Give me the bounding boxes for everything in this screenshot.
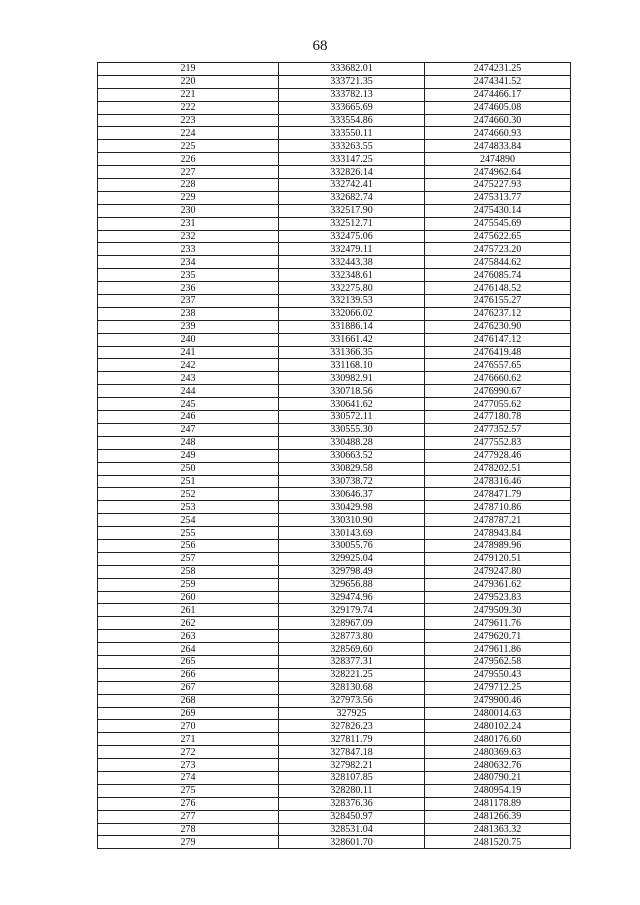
point-number-cell: 266 xyxy=(98,668,279,681)
x-coordinate-cell: 328376.36 xyxy=(279,797,425,810)
y-coordinate-cell: 2477928.46 xyxy=(425,449,571,462)
table-row xyxy=(98,823,571,836)
table-row xyxy=(98,514,571,527)
table-row xyxy=(98,269,571,282)
table-row xyxy=(98,436,571,449)
point-number-cell: 268 xyxy=(98,694,279,707)
point-number-cell: 241 xyxy=(98,346,279,359)
point-number-cell: 219 xyxy=(98,63,279,76)
x-coordinate-cell: 330982.91 xyxy=(279,372,425,385)
table-row xyxy=(98,617,571,630)
y-coordinate-cell: 2481520.75 xyxy=(425,836,571,849)
point-number-cell: 231 xyxy=(98,217,279,230)
y-coordinate-cell: 2474341.52 xyxy=(425,75,571,88)
x-coordinate-cell: 330055.76 xyxy=(279,539,425,552)
y-coordinate-cell: 2480369.63 xyxy=(425,746,571,759)
point-number-cell: 270 xyxy=(98,720,279,733)
x-coordinate-cell: 333721.35 xyxy=(279,75,425,88)
y-coordinate-cell: 2478989.96 xyxy=(425,539,571,552)
x-coordinate-cell: 331168.10 xyxy=(279,359,425,372)
point-number-cell: 230 xyxy=(98,204,279,217)
table-row xyxy=(98,810,571,823)
y-coordinate-cell: 2480790.21 xyxy=(425,771,571,784)
y-coordinate-cell: 2479247.80 xyxy=(425,565,571,578)
y-coordinate-cell: 2474231.25 xyxy=(425,63,571,76)
y-coordinate-cell: 2476660.62 xyxy=(425,372,571,385)
table-row xyxy=(98,720,571,733)
y-coordinate-cell: 2478202.51 xyxy=(425,462,571,475)
point-number-cell: 247 xyxy=(98,423,279,436)
table-row xyxy=(98,243,571,256)
x-coordinate-cell: 331661.42 xyxy=(279,333,425,346)
x-coordinate-cell: 328569.60 xyxy=(279,643,425,656)
point-number-cell: 233 xyxy=(98,243,279,256)
y-coordinate-cell: 2479620.71 xyxy=(425,630,571,643)
point-number-cell: 278 xyxy=(98,823,279,836)
x-coordinate-cell: 327982.21 xyxy=(279,759,425,772)
table-row xyxy=(98,836,571,849)
point-number-cell: 271 xyxy=(98,733,279,746)
table-row xyxy=(98,655,571,668)
x-coordinate-cell: 328601.70 xyxy=(279,836,425,849)
table-row xyxy=(98,694,571,707)
y-coordinate-cell: 2476230.90 xyxy=(425,320,571,333)
x-coordinate-cell: 330572.11 xyxy=(279,411,425,424)
point-number-cell: 236 xyxy=(98,282,279,295)
table-row xyxy=(98,475,571,488)
table-row xyxy=(98,333,571,346)
x-coordinate-cell: 332443.38 xyxy=(279,256,425,269)
x-coordinate-cell: 330829.58 xyxy=(279,462,425,475)
y-coordinate-cell: 2477055.62 xyxy=(425,398,571,411)
y-coordinate-cell: 2474605.08 xyxy=(425,101,571,114)
table-row xyxy=(98,578,571,591)
point-number-cell: 259 xyxy=(98,578,279,591)
x-coordinate-cell: 330718.56 xyxy=(279,385,425,398)
table-row xyxy=(98,385,571,398)
point-number-cell: 279 xyxy=(98,836,279,849)
x-coordinate-cell: 333554.86 xyxy=(279,114,425,127)
point-number-cell: 276 xyxy=(98,797,279,810)
x-coordinate-cell: 333550.11 xyxy=(279,127,425,140)
point-number-cell: 264 xyxy=(98,643,279,656)
x-coordinate-cell: 333682.01 xyxy=(279,63,425,76)
point-number-cell: 224 xyxy=(98,127,279,140)
x-coordinate-cell: 333782.13 xyxy=(279,88,425,101)
table-row xyxy=(98,462,571,475)
x-coordinate-cell: 330488.28 xyxy=(279,436,425,449)
point-number-cell: 274 xyxy=(98,771,279,784)
point-number-cell: 244 xyxy=(98,385,279,398)
x-coordinate-cell: 332139.53 xyxy=(279,295,425,308)
x-coordinate-cell: 330646.37 xyxy=(279,488,425,501)
x-coordinate-cell: 328107.85 xyxy=(279,771,425,784)
y-coordinate-cell: 2479562.58 xyxy=(425,655,571,668)
table-row xyxy=(98,88,571,101)
point-number-cell: 220 xyxy=(98,75,279,88)
x-coordinate-cell: 330641.62 xyxy=(279,398,425,411)
x-coordinate-cell: 329179.74 xyxy=(279,604,425,617)
table-row xyxy=(98,114,571,127)
table-row xyxy=(98,191,571,204)
y-coordinate-cell: 2480176.60 xyxy=(425,733,571,746)
point-number-cell: 222 xyxy=(98,101,279,114)
point-number-cell: 239 xyxy=(98,320,279,333)
x-coordinate-cell: 328773.80 xyxy=(279,630,425,643)
point-number-cell: 277 xyxy=(98,810,279,823)
x-coordinate-cell: 332348.61 xyxy=(279,269,425,282)
x-coordinate-cell: 330429.98 xyxy=(279,501,425,514)
y-coordinate-cell: 2476237.12 xyxy=(425,307,571,320)
table-row xyxy=(98,166,571,179)
table-row xyxy=(98,127,571,140)
y-coordinate-cell: 2474466.17 xyxy=(425,88,571,101)
x-coordinate-cell: 328280.11 xyxy=(279,784,425,797)
y-coordinate-cell: 2477180.78 xyxy=(425,411,571,424)
point-number-cell: 242 xyxy=(98,359,279,372)
table-row xyxy=(98,771,571,784)
y-coordinate-cell: 2479611.76 xyxy=(425,617,571,630)
x-coordinate-cell: 333665.69 xyxy=(279,101,425,114)
x-coordinate-cell: 328967.09 xyxy=(279,617,425,630)
point-number-cell: 248 xyxy=(98,436,279,449)
x-coordinate-cell: 327925 xyxy=(279,707,425,720)
coordinates-table-body xyxy=(98,63,571,849)
y-coordinate-cell: 2477352.57 xyxy=(425,423,571,436)
x-coordinate-cell: 332512.71 xyxy=(279,217,425,230)
point-number-cell: 269 xyxy=(98,707,279,720)
y-coordinate-cell: 2480632.76 xyxy=(425,759,571,772)
x-coordinate-cell: 329656.88 xyxy=(279,578,425,591)
y-coordinate-cell: 2478710.86 xyxy=(425,501,571,514)
table-row xyxy=(98,501,571,514)
x-coordinate-cell: 329474.96 xyxy=(279,591,425,604)
point-number-cell: 262 xyxy=(98,617,279,630)
point-number-cell: 237 xyxy=(98,295,279,308)
point-number-cell: 252 xyxy=(98,488,279,501)
y-coordinate-cell: 2479611.86 xyxy=(425,643,571,656)
x-coordinate-cell: 332682.74 xyxy=(279,191,425,204)
point-number-cell: 267 xyxy=(98,681,279,694)
x-coordinate-cell: 333147.25 xyxy=(279,153,425,166)
y-coordinate-cell: 2474660.93 xyxy=(425,127,571,140)
point-number-cell: 245 xyxy=(98,398,279,411)
table-row xyxy=(98,707,571,720)
x-coordinate-cell: 328221.25 xyxy=(279,668,425,681)
y-coordinate-cell: 2480014.63 xyxy=(425,707,571,720)
point-number-cell: 256 xyxy=(98,539,279,552)
table-row xyxy=(98,552,571,565)
x-coordinate-cell: 328450.97 xyxy=(279,810,425,823)
y-coordinate-cell: 2476155.27 xyxy=(425,295,571,308)
point-number-cell: 246 xyxy=(98,411,279,424)
y-coordinate-cell: 2478471.79 xyxy=(425,488,571,501)
table-row xyxy=(98,604,571,617)
y-coordinate-cell: 2475723.20 xyxy=(425,243,571,256)
point-number-cell: 275 xyxy=(98,784,279,797)
point-number-cell: 263 xyxy=(98,630,279,643)
y-coordinate-cell: 2476148.52 xyxy=(425,282,571,295)
x-coordinate-cell: 327811.79 xyxy=(279,733,425,746)
table-row xyxy=(98,746,571,759)
table-row xyxy=(98,630,571,643)
table-row xyxy=(98,63,571,76)
point-number-cell: 257 xyxy=(98,552,279,565)
table-row xyxy=(98,256,571,269)
x-coordinate-cell: 330143.69 xyxy=(279,527,425,540)
table-row xyxy=(98,643,571,656)
y-coordinate-cell: 2476419.48 xyxy=(425,346,571,359)
page-number: 68 xyxy=(312,38,328,54)
y-coordinate-cell: 2476085.74 xyxy=(425,269,571,282)
table-row xyxy=(98,359,571,372)
y-coordinate-cell: 2475430.14 xyxy=(425,204,571,217)
table-row xyxy=(98,784,571,797)
point-number-cell: 272 xyxy=(98,746,279,759)
x-coordinate-cell: 332475.06 xyxy=(279,230,425,243)
point-number-cell: 254 xyxy=(98,514,279,527)
table-row xyxy=(98,565,571,578)
x-coordinate-cell: 327973.56 xyxy=(279,694,425,707)
table-row xyxy=(98,681,571,694)
x-coordinate-cell: 332742.41 xyxy=(279,179,425,192)
table-row xyxy=(98,179,571,192)
point-number-cell: 255 xyxy=(98,527,279,540)
x-coordinate-cell: 327847.18 xyxy=(279,746,425,759)
x-coordinate-cell: 331366.35 xyxy=(279,346,425,359)
x-coordinate-cell: 327826.23 xyxy=(279,720,425,733)
y-coordinate-cell: 2475622.65 xyxy=(425,230,571,243)
table-row xyxy=(98,759,571,772)
x-coordinate-cell: 332479.11 xyxy=(279,243,425,256)
point-number-cell: 229 xyxy=(98,191,279,204)
table-row xyxy=(98,101,571,114)
point-number-cell: 225 xyxy=(98,140,279,153)
x-coordinate-cell: 329798.49 xyxy=(279,565,425,578)
y-coordinate-cell: 2479712.25 xyxy=(425,681,571,694)
y-coordinate-cell: 2478787.21 xyxy=(425,514,571,527)
y-coordinate-cell: 2478943.84 xyxy=(425,527,571,540)
y-coordinate-cell: 2481363.32 xyxy=(425,823,571,836)
table-row xyxy=(98,591,571,604)
y-coordinate-cell: 2475545.69 xyxy=(425,217,571,230)
table-row xyxy=(98,346,571,359)
y-coordinate-cell: 2480102.24 xyxy=(425,720,571,733)
y-coordinate-cell: 2479900.46 xyxy=(425,694,571,707)
y-coordinate-cell: 2475227.93 xyxy=(425,179,571,192)
x-coordinate-cell: 330663.52 xyxy=(279,449,425,462)
table-row xyxy=(98,217,571,230)
table-row xyxy=(98,797,571,810)
table-row xyxy=(98,140,571,153)
point-number-cell: 221 xyxy=(98,88,279,101)
x-coordinate-cell: 328130.68 xyxy=(279,681,425,694)
x-coordinate-cell: 332826.14 xyxy=(279,166,425,179)
table-row xyxy=(98,411,571,424)
table-row xyxy=(98,539,571,552)
point-number-cell: 260 xyxy=(98,591,279,604)
point-number-cell: 234 xyxy=(98,256,279,269)
x-coordinate-cell: 330555.30 xyxy=(279,423,425,436)
point-number-cell: 238 xyxy=(98,307,279,320)
y-coordinate-cell: 2479361.62 xyxy=(425,578,571,591)
table-row xyxy=(98,320,571,333)
table-row xyxy=(98,398,571,411)
x-coordinate-cell: 332066.02 xyxy=(279,307,425,320)
y-coordinate-cell: 2477552.83 xyxy=(425,436,571,449)
point-number-cell: 227 xyxy=(98,166,279,179)
x-coordinate-cell: 331886.14 xyxy=(279,320,425,333)
x-coordinate-cell: 333263.55 xyxy=(279,140,425,153)
table-row xyxy=(98,307,571,320)
x-coordinate-cell: 328377.31 xyxy=(279,655,425,668)
point-number-cell: 232 xyxy=(98,230,279,243)
y-coordinate-cell: 2479550.43 xyxy=(425,668,571,681)
y-coordinate-cell: 2474962.64 xyxy=(425,166,571,179)
point-number-cell: 261 xyxy=(98,604,279,617)
y-coordinate-cell: 2475844.62 xyxy=(425,256,571,269)
table-row xyxy=(98,527,571,540)
x-coordinate-cell: 328531.04 xyxy=(279,823,425,836)
x-coordinate-cell: 330738.72 xyxy=(279,475,425,488)
point-number-cell: 223 xyxy=(98,114,279,127)
y-coordinate-cell: 2481178.89 xyxy=(425,797,571,810)
table-row xyxy=(98,295,571,308)
point-number-cell: 226 xyxy=(98,153,279,166)
table-row xyxy=(98,733,571,746)
y-coordinate-cell: 2476147.12 xyxy=(425,333,571,346)
table-row xyxy=(98,282,571,295)
point-number-cell: 250 xyxy=(98,462,279,475)
x-coordinate-cell: 332275.80 xyxy=(279,282,425,295)
table-row xyxy=(98,449,571,462)
y-coordinate-cell: 2476557.65 xyxy=(425,359,571,372)
y-coordinate-cell: 2479120.51 xyxy=(425,552,571,565)
table-row xyxy=(98,488,571,501)
y-coordinate-cell: 2479523.83 xyxy=(425,591,571,604)
y-coordinate-cell: 2475313.77 xyxy=(425,191,571,204)
point-number-cell: 235 xyxy=(98,269,279,282)
y-coordinate-cell: 2476990.67 xyxy=(425,385,571,398)
table-row xyxy=(98,423,571,436)
y-coordinate-cell: 2474833.84 xyxy=(425,140,571,153)
table-row xyxy=(98,230,571,243)
point-number-cell: 273 xyxy=(98,759,279,772)
x-coordinate-cell: 329925.04 xyxy=(279,552,425,565)
point-number-cell: 251 xyxy=(98,475,279,488)
y-coordinate-cell: 2478316.46 xyxy=(425,475,571,488)
point-number-cell: 253 xyxy=(98,501,279,514)
x-coordinate-cell: 332517.90 xyxy=(279,204,425,217)
y-coordinate-cell: 2481266.39 xyxy=(425,810,571,823)
coordinates-table xyxy=(97,62,571,849)
point-number-cell: 249 xyxy=(98,449,279,462)
point-number-cell: 265 xyxy=(98,655,279,668)
point-number-cell: 240 xyxy=(98,333,279,346)
point-number-cell: 243 xyxy=(98,372,279,385)
table-row xyxy=(98,75,571,88)
table-row xyxy=(98,668,571,681)
y-coordinate-cell: 2480954.19 xyxy=(425,784,571,797)
y-coordinate-cell: 2479509.30 xyxy=(425,604,571,617)
x-coordinate-cell: 330310.90 xyxy=(279,514,425,527)
y-coordinate-cell: 2474890 xyxy=(425,153,571,166)
point-number-cell: 228 xyxy=(98,179,279,192)
table-row xyxy=(98,204,571,217)
table-row xyxy=(98,153,571,166)
table-row xyxy=(98,372,571,385)
point-number-cell: 258 xyxy=(98,565,279,578)
y-coordinate-cell: 2474660.30 xyxy=(425,114,571,127)
